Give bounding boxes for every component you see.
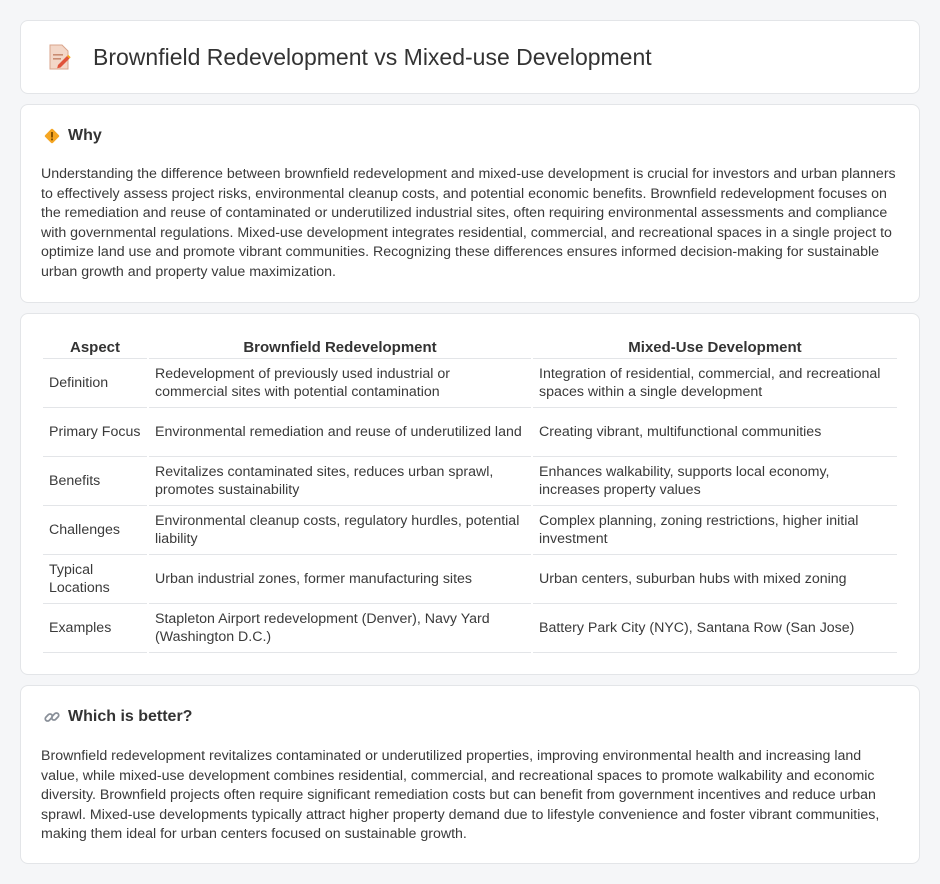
- brownfield-cell: Environmental cleanup costs, regulatory hurdles, potential liability: [149, 506, 531, 555]
- brownfield-cell: Stapleton Airport redevelopment (Denver), Navy Yard (Washington D.C.): [149, 604, 531, 653]
- mixed-use-cell: Urban centers, suburban hubs with mixed zoning: [533, 555, 897, 604]
- aspect-cell: Definition: [43, 359, 147, 408]
- aspect-cell: Examples: [43, 604, 147, 653]
- mixed-use-cell: Battery Park City (NYC), Santana Row (San Jose): [533, 604, 897, 653]
- table-row: [43, 555, 897, 604]
- better-heading-row: [43, 708, 192, 726]
- mixed-use-cell: Enhances walkability, supports local economy, increases property values: [533, 457, 897, 506]
- table-row: [43, 457, 897, 506]
- mixed-use-cell: Creating vibrant, multifunctional communities: [533, 408, 897, 457]
- title-row: [47, 43, 652, 71]
- mixed-use-cell: Integration of residential, commercial, and recreational spaces within a single development: [533, 359, 897, 408]
- brownfield-cell: Revitalizes contaminated sites, reduces urban sprawl, promotes sustainability: [149, 457, 531, 506]
- better-heading: Which is better?: [68, 708, 193, 725]
- aspect-cell: Typical Locations: [43, 555, 147, 604]
- table-row: [43, 604, 897, 653]
- why-heading: Why: [68, 127, 102, 144]
- comparison-table: [41, 336, 899, 653]
- better-paragraph: Brownfield redevelopment revitalizes contaminated or underutilized properties, improving environmental health and increasing land value, while mixed-use development combines residential, commercial, and recreational spaces to promote walkability and economic diversity. Brownfield projects often require significant remediation costs but can benefit from government incentives and reduce urban sprawl. Mixed-use developments typically attract higher property demand due to lifestyle convenience and foster vibrant communities, making them ideal for urban centers focused on sustainable growth.: [41, 748, 880, 842]
- column-header-brownfield: Brownfield Redevelopment: [149, 336, 531, 359]
- aspect-cell: Benefits: [43, 457, 147, 506]
- aspect-cell: Primary Focus: [43, 408, 147, 457]
- comparison-section: [20, 313, 920, 675]
- table-row: [43, 408, 897, 457]
- warning-sign-icon: [43, 127, 61, 145]
- table-header-row: [43, 336, 897, 359]
- table-row: [43, 506, 897, 555]
- which-is-better-section: [20, 685, 920, 864]
- aspect-cell: Challenges: [43, 506, 147, 555]
- table-row: [43, 359, 897, 408]
- brownfield-cell: Environmental remediation and reuse of underutilized land: [149, 408, 531, 457]
- why-paragraph: Understanding the difference between brownfield redevelopment and mixed-use development is crucial for investors and urban planners to effectively assess project risks, environmental cleanup costs, and potential economic benefits. Brownfield redevelopment focuses on the remediation and reuse of contaminated or underutilized industrial sites, often requiring environmental assessments and compliance with governmental regulations. Mixed-use development integrates residential, commercial, and recreational spaces in a single project to optimize land use and promote vibrant communities. Recognizing these differences ensures informed decision-making for sustainable urban growth and property value maximization.: [41, 166, 896, 280]
- why-section: [20, 104, 920, 303]
- column-header-aspect: Aspect: [43, 336, 147, 359]
- brownfield-cell: Redevelopment of previously used industrial or commercial sites with potential contamination: [149, 359, 531, 408]
- mixed-use-cell: Complex planning, zoning restrictions, higher initial investment: [533, 506, 897, 555]
- page-title: Brownfield Redevelopment vs Mixed-use Development: [93, 43, 652, 70]
- document-pencil-icon: [47, 43, 71, 71]
- why-heading-row: [43, 127, 102, 145]
- link-icon: [43, 708, 61, 726]
- header-card: [20, 20, 920, 94]
- brownfield-cell: Urban industrial zones, former manufacturing sites: [149, 555, 531, 604]
- column-header-mixed-use: Mixed-Use Development: [533, 336, 897, 359]
